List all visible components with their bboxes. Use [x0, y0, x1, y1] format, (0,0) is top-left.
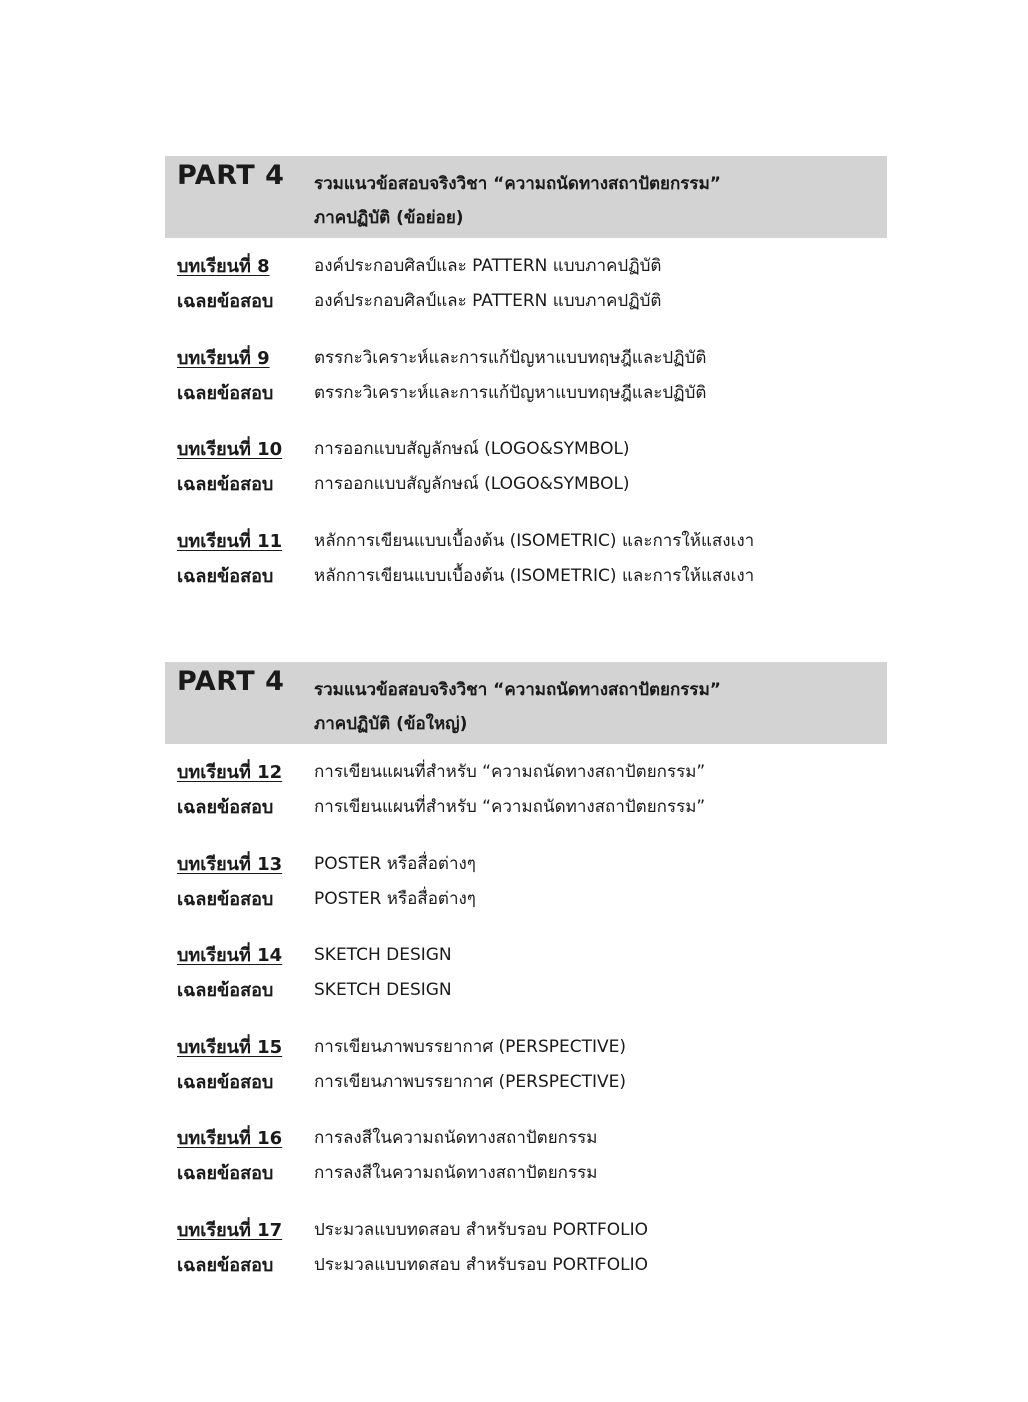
lesson-title: POSTER หรือสื่อต่างๆ	[314, 853, 476, 874]
lesson-entry	[165, 1120, 887, 1212]
lesson-title: หลักการเขียนแบบเบื้องต้น (ISOMETRIC) และการให้แสงเงา	[314, 530, 755, 551]
lesson-entry	[165, 431, 887, 523]
lesson-entry	[165, 846, 887, 938]
lesson-number[interactable]: บทเรียนที่ 12	[177, 762, 283, 783]
part-header	[165, 156, 887, 238]
lesson-number[interactable]: บทเรียนที่ 11	[177, 530, 283, 552]
lesson-entry	[165, 1029, 887, 1121]
lesson-number[interactable]: บทเรียนที่ 9	[177, 347, 270, 369]
part-header	[165, 662, 887, 744]
answer-label: เฉลยข้อสอบ	[177, 382, 274, 404]
lesson-title: SKETCH DESIGN	[314, 944, 452, 965]
lesson-list	[165, 744, 887, 1303]
answer-title: การออกแบบสัญลักษณ์ (LOGO&SYMBOL)	[314, 474, 630, 494]
answer-label: เฉลยข้อสอบ	[177, 1254, 274, 1276]
lesson-title: การเขียนภาพบรรยากาศ (PERSPECTIVE)	[314, 1036, 627, 1057]
answer-label: เฉลยข้อสอบ	[177, 291, 274, 312]
answer-label: เฉลยข้อสอบ	[177, 888, 274, 910]
lesson-number[interactable]: บทเรียนที่ 17	[177, 1219, 283, 1241]
answer-title: การเขียนแผนที่สำหรับ “ความถนัดทางสถาปัตยกรรม”	[314, 797, 706, 817]
part-title-line2: ภาคปฏิบัติ (ข้อใหญ่)	[314, 714, 468, 734]
lesson-entry	[165, 248, 887, 340]
lesson-entry	[165, 937, 887, 1029]
answer-label: เฉลยข้อสอบ	[177, 474, 274, 495]
answer-title: POSTER หรือสื่อต่างๆ	[314, 888, 476, 909]
lesson-title: ตรรกะวิเคราะห์และการแก้ปัญหาแบบทฤษฎีและปฏิบัติ	[314, 347, 707, 368]
lesson-number[interactable]: บทเรียนที่ 14	[177, 945, 283, 966]
part-title	[314, 673, 721, 741]
lesson-number[interactable]: บทเรียนที่ 15	[177, 1036, 283, 1058]
lesson-number[interactable]: บทเรียนที่ 16	[177, 1128, 283, 1149]
lesson-title: การเขียนแผนที่สำหรับ “ความถนัดทางสถาปัตยกรรม”	[314, 762, 706, 782]
answer-title: ตรรกะวิเคราะห์และการแก้ปัญหาแบบทฤษฎีและปฏิบัติ	[314, 382, 707, 403]
part-title-line1: รวมแนวข้อสอบจริงวิชา “ความถนัดทางสถาปัตยกรรม”	[314, 174, 721, 194]
answer-title: หลักการเขียนแบบเบื้องต้น (ISOMETRIC) และการให้แสงเงา	[314, 565, 755, 586]
lesson-entry	[165, 1212, 887, 1304]
answer-label: เฉลยข้อสอบ	[177, 1163, 274, 1184]
lesson-number[interactable]: บทเรียนที่ 10	[177, 439, 283, 460]
part-section	[165, 662, 887, 1303]
answer-label: เฉลยข้อสอบ	[177, 980, 274, 1001]
lesson-number[interactable]: บทเรียนที่ 8	[177, 256, 270, 277]
lesson-title: การลงสีในความถนัดทางสถาปัตยกรรม	[314, 1128, 598, 1148]
answer-title: ประมวลแบบทดสอบ สำหรับรอบ PORTFOLIO	[314, 1254, 648, 1275]
part-title	[314, 167, 721, 235]
part-section	[165, 156, 887, 614]
lesson-title: การออกแบบสัญลักษณ์ (LOGO&SYMBOL)	[314, 439, 630, 459]
answer-label: เฉลยข้อสอบ	[177, 1071, 274, 1093]
lesson-entry	[165, 523, 887, 615]
answer-title: องค์ประกอบศิลป์และ PATTERN แบบภาคปฏิบัติ	[314, 291, 662, 311]
lesson-entry	[165, 340, 887, 432]
part-label: PART 4	[177, 666, 285, 697]
table-of-contents	[165, 156, 887, 1303]
part-label: PART 4	[177, 160, 285, 191]
answer-label: เฉลยข้อสอบ	[177, 797, 274, 818]
answer-title: การลงสีในความถนัดทางสถาปัตยกรรม	[314, 1163, 598, 1183]
answer-title: SKETCH DESIGN	[314, 979, 452, 1000]
lesson-entry	[165, 754, 887, 846]
section-gap	[165, 614, 887, 662]
part-title-line2: ภาคปฏิบัติ (ข้อย่อย)	[314, 208, 464, 228]
answer-title: การเขียนภาพบรรยากาศ (PERSPECTIVE)	[314, 1071, 627, 1092]
answer-label: เฉลยข้อสอบ	[177, 565, 274, 587]
lesson-title: องค์ประกอบศิลป์และ PATTERN แบบภาคปฏิบัติ	[314, 256, 662, 276]
part-title-line1: รวมแนวข้อสอบจริงวิชา “ความถนัดทางสถาปัตยกรรม”	[314, 680, 721, 700]
lesson-list	[165, 238, 887, 614]
lesson-title: ประมวลแบบทดสอบ สำหรับรอบ PORTFOLIO	[314, 1219, 648, 1240]
lesson-number[interactable]: บทเรียนที่ 13	[177, 853, 283, 875]
